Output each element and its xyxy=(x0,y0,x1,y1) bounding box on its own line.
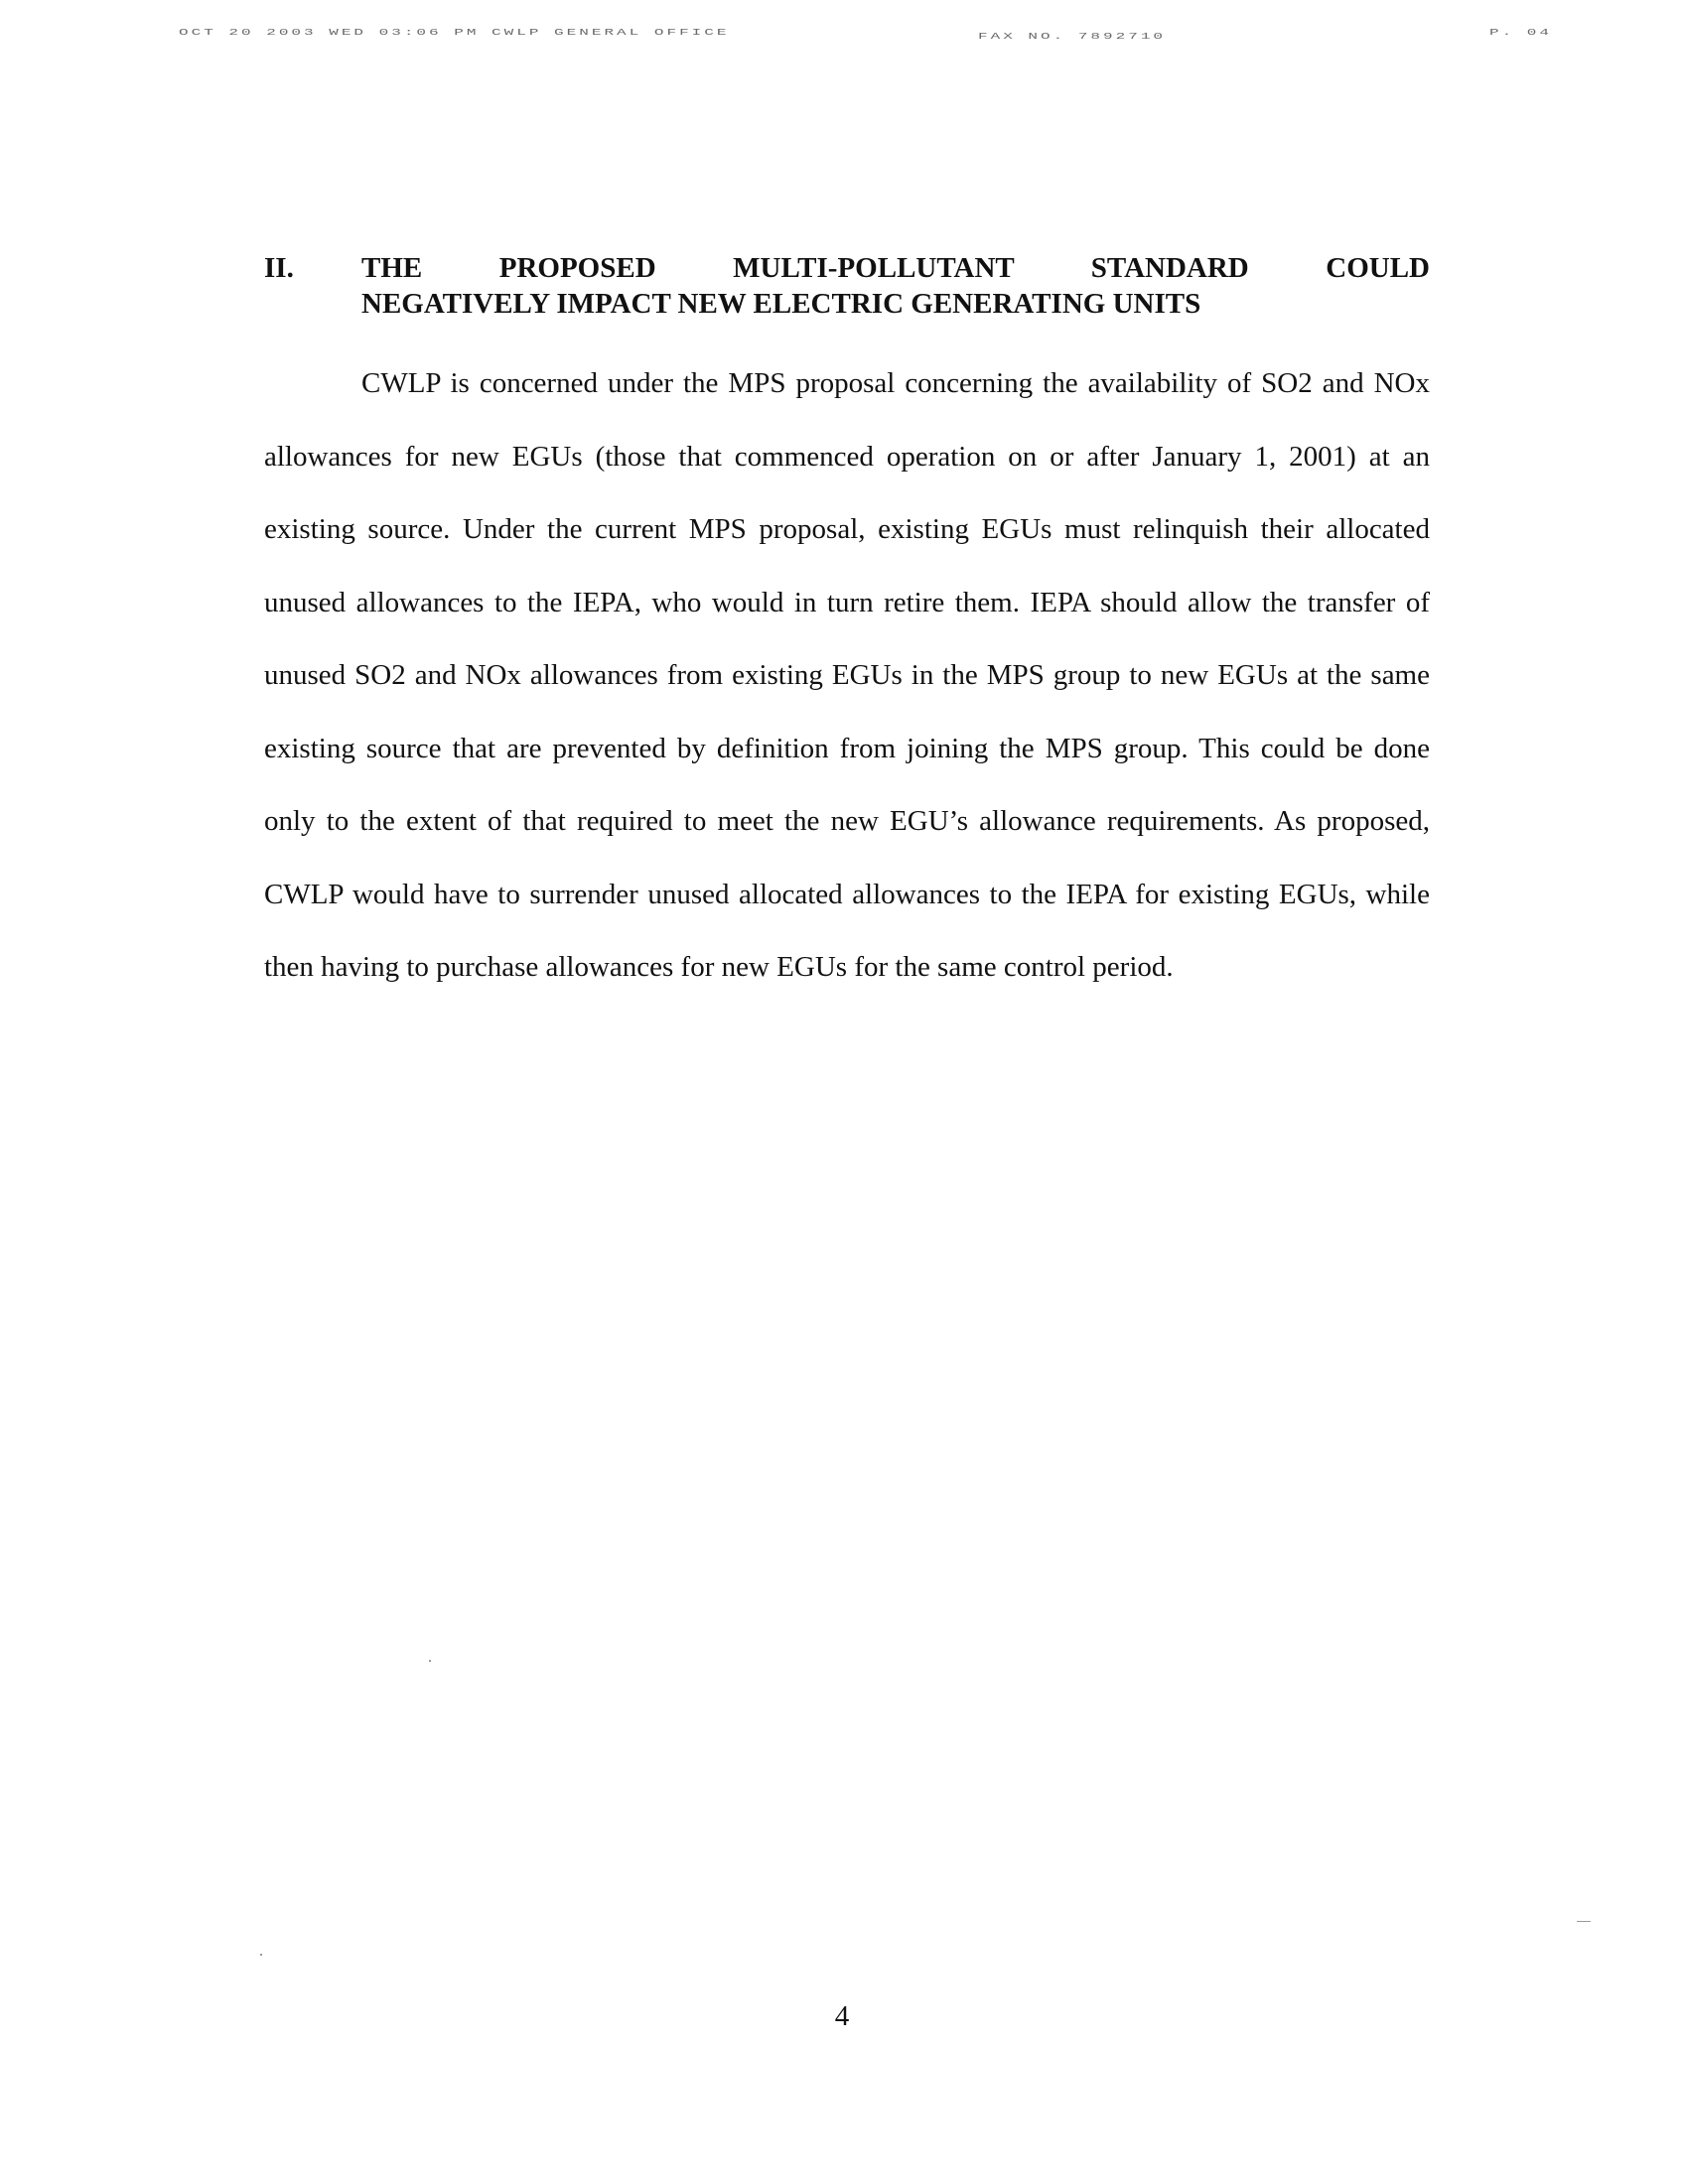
scan-speck xyxy=(1577,1921,1591,1922)
page-number: 4 xyxy=(834,2000,850,2032)
section-title xyxy=(361,250,1430,322)
fax-transmission-header xyxy=(0,22,1684,71)
scan-speck xyxy=(429,1660,431,1662)
fax-header-date-sender: OCT 20 2003 WED 03:06 PM CWLP GENERAL OFFICE xyxy=(179,28,730,38)
section-title-line-1: THE PROPOSED MULTI-POLLUTANT STANDARD COULD xyxy=(361,252,1430,284)
fax-header-page: P. 04 xyxy=(1489,28,1553,38)
fax-header-fax-number: FAX NO. 7892710 xyxy=(978,32,1167,42)
section-number: II. xyxy=(264,252,294,284)
body-paragraph: CWLP is concerned under the MPS proposal concerning the availability of SO2 and NOx allowances for new EGUs (those that commenced operation on or after January 1, 2001) at an existing source. Under the current MPS proposal, existing EGUs must relinquish their allocated unused allowances to the IEPA, who would in turn retire them. IEPA should allow the transfer of unused SO2 and NOx allowances from existing EGUs in the MPS group to new EGUs at the same existing source that are prevented by definition from joining the MPS group. This could be done only to the extent of that required to meet the new EGU’s allowance requirements. As proposed, CWLP would have to surrender unused allocated allowances to the IEPA for existing EGUs, while then having to purchase allowances for new EGUs for the same control period. xyxy=(264,367,1430,983)
section-title-line-2: NEGATIVELY IMPACT NEW ELECTRIC GENERATING UNITS xyxy=(361,288,1201,320)
scan-speck xyxy=(260,1954,262,1956)
